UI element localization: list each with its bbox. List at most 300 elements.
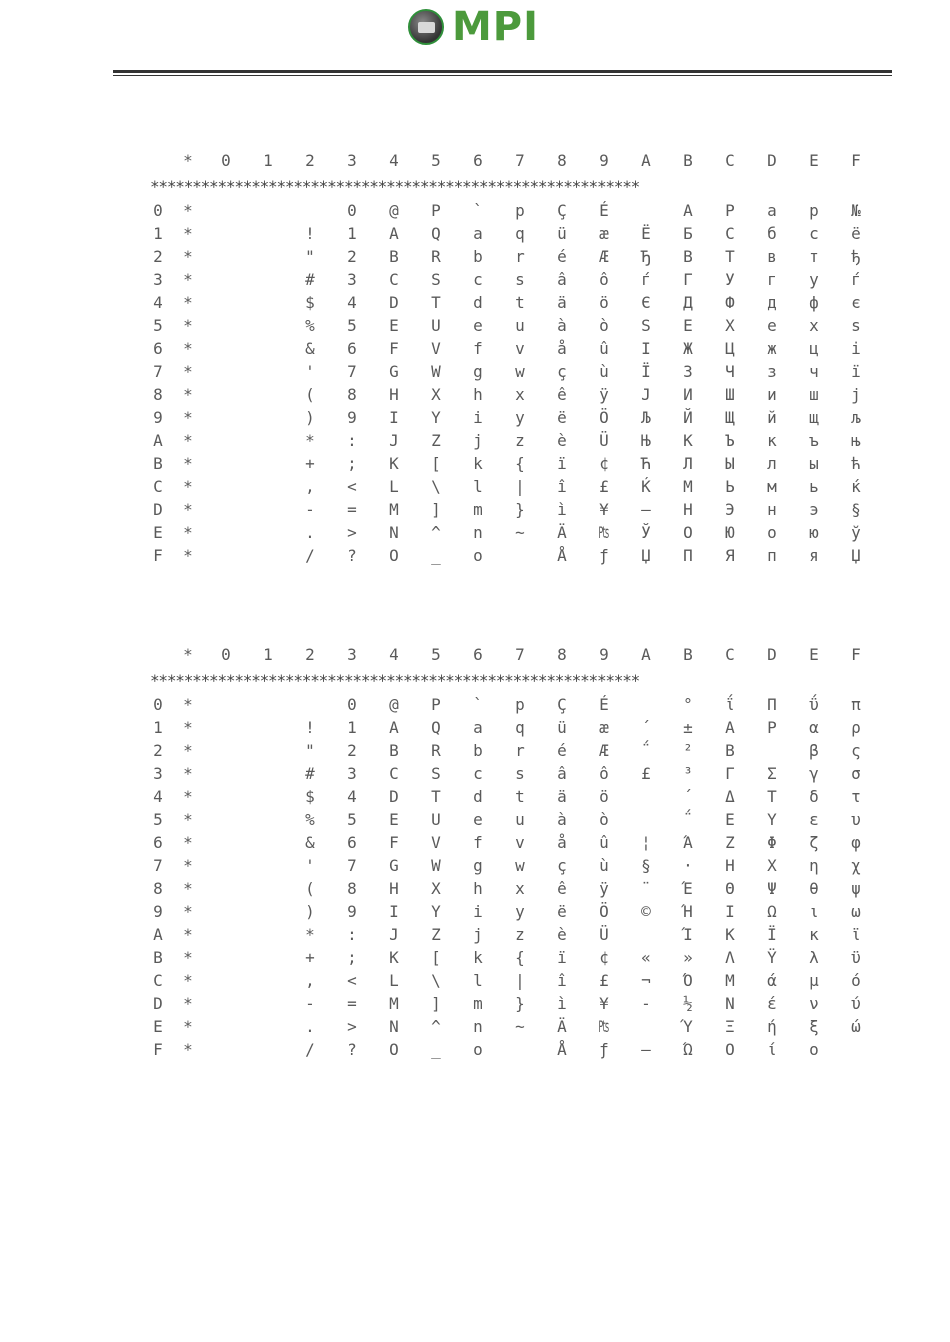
char-cell: *: [183, 500, 193, 519]
char-cell: y: [515, 902, 525, 921]
char-cell: ў: [851, 523, 861, 542]
header-cell: E: [809, 645, 819, 664]
char-cell: u: [515, 810, 525, 829]
char-cell: V: [431, 339, 441, 358]
char-cell: Ц: [725, 339, 735, 358]
char-cell: G: [389, 362, 399, 381]
char-cell: ¬: [641, 971, 651, 990]
char-cell: Σ: [767, 764, 777, 783]
char-cell: Џ: [851, 546, 861, 565]
char-cell: *: [183, 316, 193, 335]
char-cell: @: [389, 695, 399, 714]
char-cell: Т: [725, 247, 735, 266]
char-cell: î: [557, 477, 567, 496]
char-cell: ќ: [851, 477, 861, 496]
char-cell: ε: [809, 810, 819, 829]
char-cell: ƒ: [599, 546, 609, 565]
char-cell: <: [347, 477, 357, 496]
char-cell: *: [183, 856, 193, 875]
row-label: A: [153, 431, 163, 450]
char-cell: ή: [767, 1017, 777, 1036]
char-cell: *: [183, 385, 193, 404]
char-cell: Л: [683, 454, 693, 473]
char-cell: ΄: [683, 787, 693, 806]
char-cell: Ѕ: [641, 316, 651, 335]
row-label: 5: [153, 316, 163, 335]
char-cell: I: [389, 902, 399, 921]
char-cell: [: [431, 454, 441, 473]
char-cell: P: [431, 695, 441, 714]
char-cell: .: [305, 523, 315, 542]
char-cell: E: [389, 810, 399, 829]
char-cell: g: [473, 856, 483, 875]
char-cell: Ш: [725, 385, 735, 404]
char-cell: Ç: [557, 695, 567, 714]
char-cell: Η: [725, 856, 735, 875]
char-cell: Э: [725, 500, 735, 519]
char-cell: k: [473, 948, 483, 967]
char-cell: P: [431, 201, 441, 220]
char-cell: w: [515, 362, 525, 381]
char-cell: £: [599, 971, 609, 990]
char-cell: ь: [809, 477, 819, 496]
char-cell: ": [305, 741, 315, 760]
char-cell: /: [305, 546, 315, 565]
char-cell: β: [809, 741, 819, 760]
char-cell: В: [683, 247, 693, 266]
header-cell: *: [183, 151, 193, 170]
char-cell: И: [683, 385, 693, 404]
row-label: C: [153, 477, 163, 496]
char-cell: û: [599, 339, 609, 358]
char-cell: *: [183, 270, 193, 289]
char-cell: *: [183, 902, 193, 921]
char-cell: *: [183, 1017, 193, 1036]
header-cell: 2: [305, 645, 315, 664]
char-cell: p: [809, 201, 819, 220]
char-cell: F: [389, 833, 399, 852]
char-cell: *: [183, 718, 193, 737]
char-cell: W: [431, 362, 441, 381]
char-cell: Х: [725, 316, 735, 335]
char-cell: r: [515, 247, 525, 266]
char-cell: Ў: [641, 523, 651, 542]
char-cell: σ: [851, 764, 861, 783]
char-cell: *: [183, 408, 193, 427]
header-cell: 3: [347, 645, 357, 664]
char-cell: *: [183, 810, 193, 829]
char-cell: ύ: [851, 994, 861, 1013]
char-cell: .: [305, 1017, 315, 1036]
char-cell: Γ: [725, 764, 735, 783]
char-cell: Ö: [599, 902, 609, 921]
char-cell: $: [305, 787, 315, 806]
char-cell: j: [473, 431, 483, 450]
char-cell: ê: [557, 385, 567, 404]
char-cell: +: [305, 948, 315, 967]
char-cell: T: [431, 787, 441, 806]
char-cell: G: [389, 856, 399, 875]
row-label: 2: [153, 247, 163, 266]
row-label: F: [153, 1040, 163, 1059]
char-cell: №: [851, 201, 861, 220]
char-cell: A: [389, 718, 399, 737]
char-cell: ы: [809, 454, 819, 473]
char-cell: ;: [347, 948, 357, 967]
char-cell: ä: [557, 293, 567, 312]
char-cell: ³: [683, 764, 693, 783]
char-cell: S: [431, 270, 441, 289]
char-cell: Κ: [725, 925, 735, 944]
row-label: C: [153, 971, 163, 990]
char-cell: t: [515, 293, 525, 312]
char-cell: ò: [599, 316, 609, 335]
char-cell: }: [515, 994, 525, 1013]
char-cell: f: [473, 339, 483, 358]
char-cell: Н: [683, 500, 693, 519]
char-cell: ъ: [809, 431, 819, 450]
char-cell: Α: [725, 718, 735, 737]
char-cell: }: [515, 500, 525, 519]
char-cell: Å: [557, 546, 567, 565]
char-cell: у: [809, 270, 819, 289]
row-label: 3: [153, 764, 163, 783]
char-cell: U: [431, 810, 441, 829]
char-cell: ¢: [599, 948, 609, 967]
char-cell: Ж: [683, 339, 693, 358]
header-cell: A: [641, 151, 651, 170]
char-cell: X: [431, 879, 441, 898]
char-cell: ξ: [809, 1017, 819, 1036]
char-cell: ü: [557, 224, 567, 243]
char-cell: Ω: [767, 902, 777, 921]
char-cell: é: [557, 741, 567, 760]
char-cell: §: [641, 856, 651, 875]
char-cell: *: [305, 431, 315, 450]
char-cell: э: [809, 500, 819, 519]
char-cell: Є: [641, 293, 651, 312]
char-cell: *: [183, 971, 193, 990]
char-cell: e: [473, 316, 483, 335]
char-cell: м: [767, 477, 777, 496]
char-cell: ν: [809, 994, 819, 1013]
char-cell: ψ: [851, 879, 861, 898]
char-cell: Λ: [725, 948, 735, 967]
char-cell: o: [473, 546, 483, 565]
char-cell: ¥: [599, 994, 609, 1013]
char-cell: !: [305, 718, 315, 737]
char-cell: d: [473, 787, 483, 806]
char-cell: Q: [431, 718, 441, 737]
char-cell: К: [683, 431, 693, 450]
char-cell: ϊ: [851, 925, 861, 944]
char-cell: J: [389, 925, 399, 944]
char-cell: δ: [809, 787, 819, 806]
char-cell: Ü: [599, 431, 609, 450]
char-cell: â: [557, 270, 567, 289]
char-cell: *: [183, 431, 193, 450]
char-cell: m: [473, 500, 483, 519]
char-cell: Ι: [725, 902, 735, 921]
char-cell: ο: [809, 1040, 819, 1059]
char-cell: *: [183, 741, 193, 760]
char-cell: O: [389, 546, 399, 565]
char-cell: ~: [515, 523, 525, 542]
char-cell: ₧: [599, 1017, 609, 1036]
char-cell: в: [767, 247, 777, 266]
char-cell: *: [183, 247, 193, 266]
char-cell: С: [725, 224, 735, 243]
char-cell: Ћ: [641, 454, 651, 473]
char-cell: п: [767, 546, 777, 565]
char-cell: -: [305, 500, 315, 519]
header-cell: D: [767, 151, 777, 170]
char-cell: 9: [347, 902, 357, 921]
header-cell: 7: [515, 645, 525, 664]
char-cell: `: [473, 201, 483, 220]
char-cell: M: [389, 500, 399, 519]
char-cell: =: [347, 500, 357, 519]
char-cell: κ: [809, 925, 819, 944]
char-cell: 7: [347, 856, 357, 875]
char-cell: t: [515, 787, 525, 806]
char-cell: ж: [767, 339, 777, 358]
char-cell: λ: [809, 948, 819, 967]
char-cell: è: [557, 925, 567, 944]
char-cell: Τ: [767, 787, 777, 806]
char-cell: æ: [599, 224, 609, 243]
char-cell: ]: [431, 994, 441, 1013]
char-cell: ƒ: [599, 1040, 609, 1059]
char-cell: z: [515, 925, 525, 944]
char-cell: ς: [851, 741, 861, 760]
char-cell: z: [515, 431, 525, 450]
char-cell: ê: [557, 879, 567, 898]
char-cell: !: [305, 224, 315, 243]
char-cell: Ч: [725, 362, 735, 381]
char-cell: Ü: [599, 925, 609, 944]
char-cell: η: [809, 856, 819, 875]
char-cell: y: [515, 408, 525, 427]
char-cell: -: [641, 994, 651, 1013]
header-cell: 0: [221, 151, 231, 170]
char-cell: Е: [683, 316, 693, 335]
char-cell: 6: [347, 833, 357, 852]
char-cell: й: [767, 408, 777, 427]
char-cell: ": [305, 247, 315, 266]
header-cell: D: [767, 645, 777, 664]
char-cell: ±: [683, 718, 693, 737]
char-cell: Ј: [641, 385, 651, 404]
char-cell: Ξ: [725, 1017, 735, 1036]
char-cell: O: [389, 1040, 399, 1059]
char-cell: ¢: [599, 454, 609, 473]
char-cell: C: [389, 270, 399, 289]
char-cell: l: [473, 971, 483, 990]
char-cell: _: [431, 1040, 441, 1059]
char-cell: ΐ: [725, 695, 735, 714]
char-cell: т: [809, 247, 819, 266]
char-cell: ΅: [683, 810, 693, 829]
char-cell: (: [305, 385, 315, 404]
char-cell: ¨: [641, 879, 651, 898]
char-cell: É: [599, 695, 609, 714]
char-cell: o: [473, 1040, 483, 1059]
char-cell: 5: [347, 810, 357, 829]
char-cell: ): [305, 408, 315, 427]
char-cell: w: [515, 856, 525, 875]
char-cell: Џ: [641, 546, 651, 565]
char-cell: ΰ: [809, 695, 819, 714]
char-cell: x: [515, 879, 525, 898]
char-cell: ç: [557, 856, 567, 875]
char-cell: Ί: [683, 925, 693, 944]
char-cell: ю: [809, 523, 819, 542]
char-cell: ÿ: [599, 385, 609, 404]
char-cell: ω: [851, 902, 861, 921]
row-label: 7: [153, 856, 163, 875]
char-cell: û: [599, 833, 609, 852]
char-cell: ч: [809, 362, 819, 381]
char-cell: ': [305, 362, 315, 381]
char-cell: S: [431, 764, 441, 783]
header-cell: 7: [515, 151, 525, 170]
char-cell: γ: [809, 764, 819, 783]
row-label: 9: [153, 408, 163, 427]
char-cell: 4: [347, 293, 357, 312]
char-cell: d: [473, 293, 483, 312]
char-cell: E: [389, 316, 399, 335]
char-cell: і: [851, 339, 861, 358]
row-label: 9: [153, 902, 163, 921]
char-cell: H: [389, 879, 399, 898]
char-cell: Ю: [725, 523, 735, 542]
char-cell: %: [305, 810, 315, 829]
row-label: F: [153, 546, 163, 565]
char-cell: ï: [557, 454, 567, 473]
char-cell: *: [183, 1040, 193, 1059]
char-cell: ü: [557, 718, 567, 737]
char-cell: є: [851, 293, 861, 312]
header-cell: 9: [599, 645, 609, 664]
char-cell: 3: [347, 764, 357, 783]
char-cell: c: [473, 764, 483, 783]
logo-text: MPI: [452, 4, 540, 50]
header-cell: 8: [557, 151, 567, 170]
char-cell: I: [389, 408, 399, 427]
char-cell: τ: [851, 787, 861, 806]
char-cell: L: [389, 477, 399, 496]
header-cell: 6: [473, 151, 483, 170]
char-cell: 2: [347, 741, 357, 760]
char-cell: à: [557, 316, 567, 335]
char-cell: Ϋ: [767, 948, 777, 967]
header-cell: *: [183, 645, 193, 664]
header-cell: 1: [263, 645, 273, 664]
char-cell: Я: [725, 546, 735, 565]
char-cell: Ь: [725, 477, 735, 496]
char-cell: υ: [851, 810, 861, 829]
char-cell: ι: [809, 902, 819, 921]
char-cell: \: [431, 971, 441, 990]
char-cell: *: [183, 454, 193, 473]
char-cell: +: [305, 454, 315, 473]
row-label: 8: [153, 879, 163, 898]
char-cell: 8: [347, 385, 357, 404]
char-cell: ц: [809, 339, 819, 358]
char-cell: ΅: [641, 741, 651, 760]
char-cell: é: [557, 247, 567, 266]
char-cell: ö: [599, 787, 609, 806]
char-cell: Y: [431, 408, 441, 427]
char-cell: v: [515, 833, 525, 852]
char-cell: њ: [851, 431, 861, 450]
char-cell: Π: [767, 695, 777, 714]
char-cell: ћ: [851, 454, 861, 473]
char-cell: æ: [599, 718, 609, 737]
char-cell: 1: [347, 224, 357, 243]
char-cell: A: [389, 224, 399, 243]
char-cell: ρ: [851, 718, 861, 737]
char-cell: X: [431, 385, 441, 404]
char-cell: *: [183, 546, 193, 565]
char-cell: Ö: [599, 408, 609, 427]
char-cell: B: [389, 247, 399, 266]
table-separator: **********************************************************: [150, 671, 640, 690]
char-cell: ù: [599, 856, 609, 875]
char-cell: /: [305, 1040, 315, 1059]
printer-icon: [408, 9, 444, 45]
char-cell: j: [473, 925, 483, 944]
char-cell: R: [431, 247, 441, 266]
char-cell: J: [389, 431, 399, 450]
char-cell: θ: [809, 879, 819, 898]
char-cell: T: [431, 293, 441, 312]
char-cell: °: [683, 695, 693, 714]
char-cell: Ë: [641, 224, 651, 243]
char-cell: M: [389, 994, 399, 1013]
char-cell: ë: [557, 902, 567, 921]
char-cell: Д: [683, 293, 693, 312]
char-cell: ô: [599, 270, 609, 289]
char-cell: :: [347, 431, 357, 450]
char-cell: *: [183, 879, 193, 898]
char-cell: |: [515, 477, 525, 496]
char-cell: Ї: [641, 362, 651, 381]
char-cell: p: [515, 201, 525, 220]
row-label: 1: [153, 718, 163, 737]
char-cell: Θ: [725, 879, 735, 898]
char-cell: Ύ: [683, 1017, 693, 1036]
char-cell: {: [515, 454, 525, 473]
char-cell: 8: [347, 879, 357, 898]
header-cell: A: [641, 645, 651, 664]
row-label: E: [153, 1017, 163, 1036]
char-cell: ,: [305, 971, 315, 990]
char-cell: è: [557, 431, 567, 450]
char-cell: b: [473, 741, 483, 760]
char-cell: i: [473, 902, 483, 921]
char-cell: *: [183, 293, 193, 312]
char-cell: m: [473, 994, 483, 1013]
char-cell: a: [767, 201, 777, 220]
char-cell: Ç: [557, 201, 567, 220]
char-cell: ш: [809, 385, 819, 404]
char-cell: с: [809, 224, 819, 243]
header-cell: 3: [347, 151, 357, 170]
char-cell: e: [473, 810, 483, 829]
row-label: 4: [153, 293, 163, 312]
